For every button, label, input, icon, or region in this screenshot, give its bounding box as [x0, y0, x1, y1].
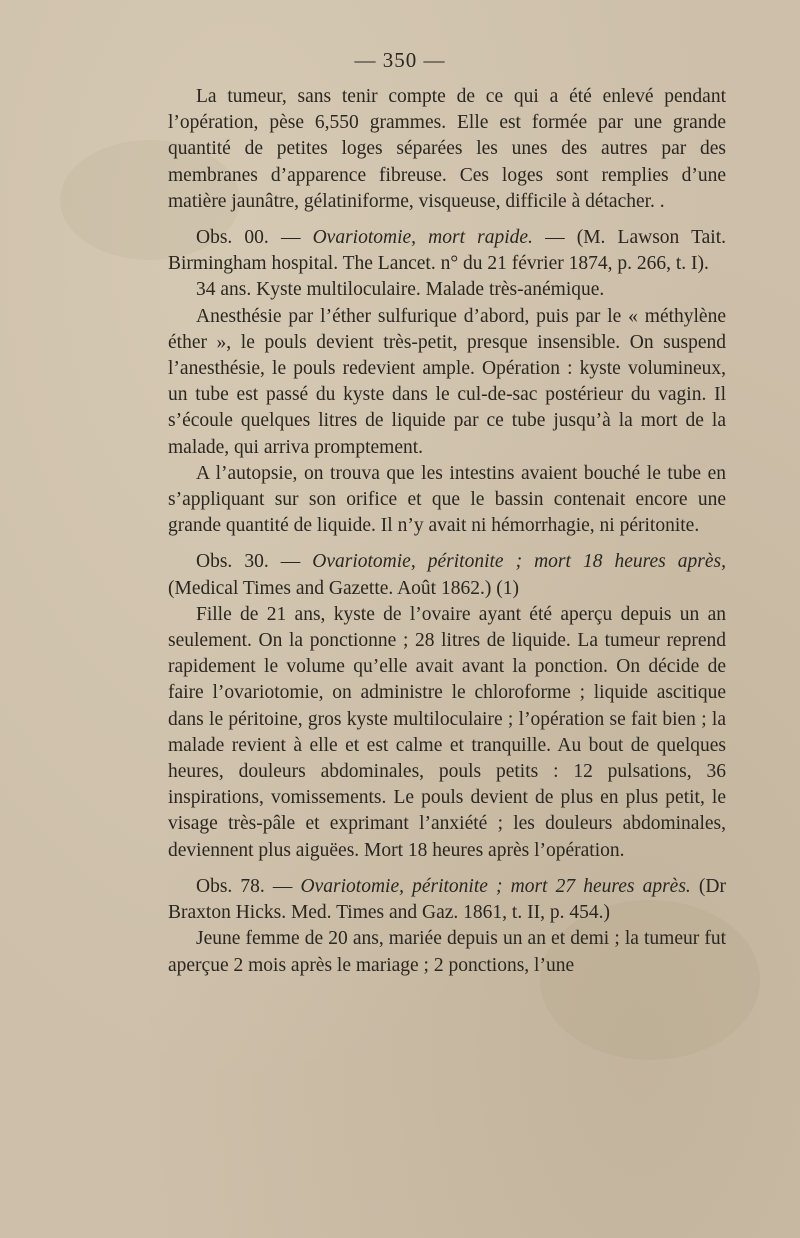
observation-heading-78 — [168, 874, 726, 926]
observation-heading-30 — [168, 549, 726, 601]
observation-title: Ovariotomie, péritonite ; mort 18 heures après, — [312, 551, 726, 573]
observation-heading-00 — [168, 225, 726, 277]
page-body — [168, 84, 726, 979]
observation-title: Ovariotomie, mort rapide. — [312, 227, 533, 249]
paragraph-fille-21-ans: Fille de 21 ans, kyste de l’ovaire ayant été aperçu depuis un an seulement. On la ponctionne ; 28 litres de liquide. La tumeur reprend rapidement le volume qu’elle avait avant la ponction. On décide de faire l’ovariotomie, on administre le chloroforme ; liquide ascitique dans le péritoine, gros kyste multiloculaire ; l’opération se fait bien ; la malade revient à elle et est calme et tranquille. Au bout de quelques heures, douleurs abdominales, pouls petits : 12 pulsations, 36 inspirations, vomissements. Le pouls devient de plus en plus petit, le visage très-pâle et exprimant l’anxiété ; les douleurs abdominales, deviennent plus aiguëes. Mort 18 heures après l’opération. — [168, 603, 726, 861]
paragraph-anesthesie: Anesthésie par l’éther sulfurique d’abord, puis par le « méthylène éther », le pouls devient très-petit, presque insensible. On suspend l’anesthésie, le pouls redevient ample. Opération : kyste volumineux, un tube est passé du kyste dans le cul-de-sac postérieur du vagin. Il s’écoule quelques litres de liquide par ce tube jusqu’à la mort de la malade, qui arriva promptement. — [168, 305, 726, 458]
paragraph-jeune-femme: Jeune femme de 20 ans, mariée depuis un an et demi ; la tumeur fut aperçue 2 mois après le mariage ; 2 ponctions, l’une — [168, 928, 726, 976]
observation-number: Obs. 78. — — [196, 875, 301, 897]
observation-source: (Dr Braxton Hicks. Med. Times and Gaz. 1861, t. II, p. 454.) — [168, 875, 726, 924]
paragraph-autopsie: A l’autopsie, on trouva que les intestins avaient bouché le tube en s’appliquant sur son orifice et que le bassin contenait encore une grande quantité de liquide. Il n’y avait ni hémorrhagie, ni péritonite. — [168, 462, 726, 537]
observation-title: Ovariotomie, péritonite ; mort 27 heures après. — [300, 875, 691, 897]
observation-source: (Medical Times and Gazette. Août 1862.) (1) — [168, 577, 519, 599]
paragraph-tumeur: La tumeur, sans tenir compte de ce qui a été enlevé pendant l’opération, pèse 6,550 grammes. Elle est formée par une grande quantité de petites loges séparées les unes des autres par des membranes d’apparence fibreuse. Ces loges sont remplies d’une matière jaunâtre, gélatiniforme, visqueuse, difficile à détacher. . — [168, 86, 726, 212]
paragraph-patient-summary: 34 ans. Kyste multiloculaire. Malade très-anémique. — [196, 279, 605, 301]
observation-source: — (M. Lawson Tait. Birmingham hospital. The Lancet. n° du 21 février 1874, p. 266, t. I). — [168, 227, 726, 275]
page-number: — 350 — — [354, 48, 446, 72]
observation-number: Obs. 00. — — [196, 227, 313, 249]
observation-number: Obs. 30. — — [196, 551, 313, 573]
